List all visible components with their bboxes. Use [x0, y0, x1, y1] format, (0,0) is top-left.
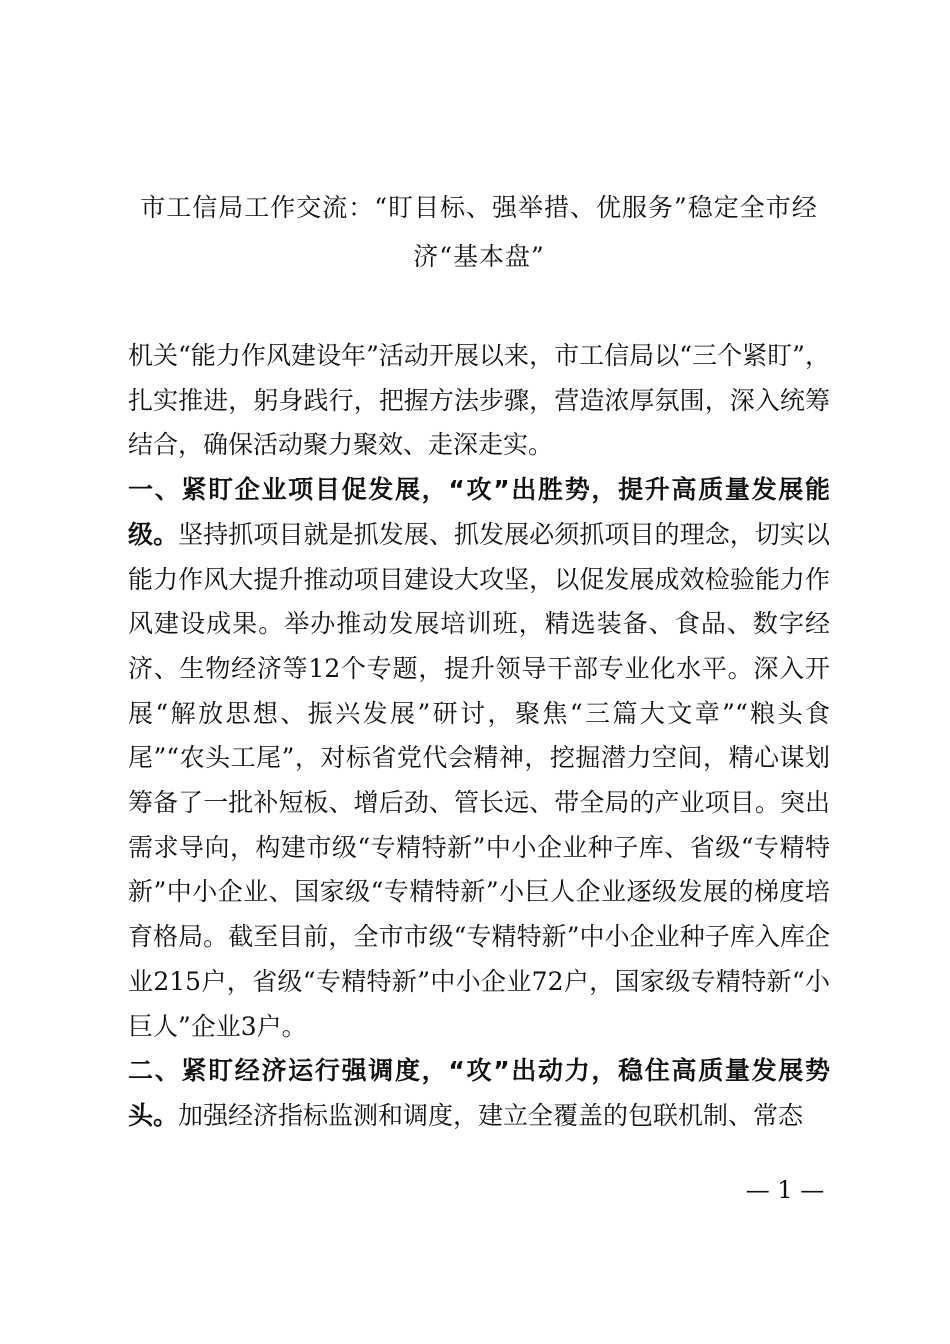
section-2-heading: 二、紧盯经济运行强调度，“攻”出动力，稳住高质量发展势头。 — [128, 1056, 830, 1130]
section-2-paragraph — [128, 1049, 830, 1138]
document-title-line-1: 市工信局工作交流：“盯目标、强举措、优服务”稳定全市经 — [140, 193, 818, 222]
section-1-body: 坚持抓项目就是抓发展、抓发展必须抓项目的理念，切实以能力作风大提升推动项目建设大攻坚，以促发展成效检验能力作风建设成果。举办推动发展培训班，精选装备、食品、数字经济、生物经济等12个专题，提升领导干部专业化水平。深入开展“解放思想、振兴发展”研讨，聚焦“三篇大文章”“粮头食尾”“农头工尾”，对标省党代会精神，挖掘潜力空间，精心谋划筹备了一批补短板、增后劲、管长远、带全局的产业项目。突出需求导向，构建市级“专精特新”中小企业种子库、省级“专精特新”中小企业、国家级“专精特新”小巨人企业逐级发展的梯度培育格局。截至目前，全市市级“专精特新”中小企业种子库入库企业215户，省级“专精特新”中小企业72户，国家级专精特新“小巨人”企业3户。 — [128, 519, 830, 1041]
page-number: — 1 — — [745, 1176, 825, 1204]
section-1-heading: 一、紧盯企业项目促发展，“攻”出胜势，提升高质量发展能级。 — [128, 475, 830, 549]
document-title — [128, 183, 830, 281]
intro-paragraph: 机关“能力作风建设年”活动开展以来，市工信局以“三个紧盯”，扎实推进，躬身践行，把握方法步骤，营造浓厚氛围，深入统筹结合，确保活动聚力聚效、走深走实。 — [128, 341, 830, 460]
document-body — [128, 334, 830, 1139]
section-1-paragraph — [128, 468, 830, 1049]
document-title-line-2: 济“基本盘” — [413, 242, 545, 271]
section-2-body: 加强经济指标监测和调度，建立全覆盖的包联机制、常态 — [178, 1100, 804, 1130]
